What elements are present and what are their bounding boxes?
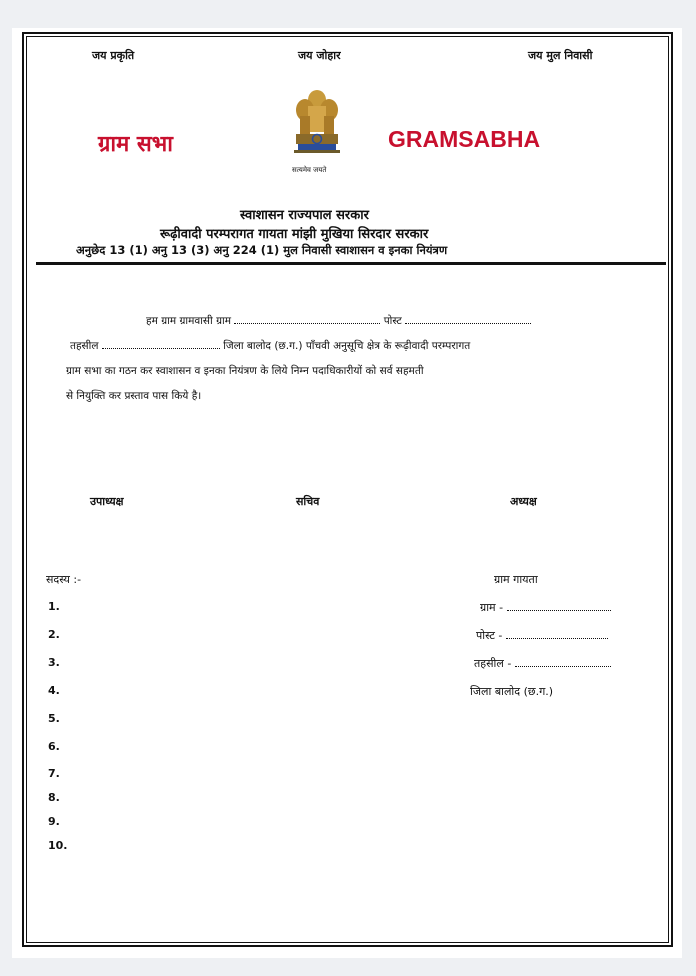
post-blank[interactable] (405, 315, 531, 324)
body-line-1-text-b: पोस्ट (383, 315, 402, 327)
body-line-2-text-b: जिला बालोद (छ.ग.) पॉंचवी अनुसूचि क्षेत्र के रूढ़ीवादी परम्परागत (223, 340, 471, 352)
signature-secretary: सचिव (296, 495, 320, 508)
body-line-4: से नियुक्ति कर प्रस्ताव पास किये है। (66, 390, 202, 402)
member-number: 9. (48, 815, 60, 828)
member-number: 5. (48, 712, 60, 725)
gram-gayta-post-label: पोस्ट - (476, 629, 503, 642)
member-number: 4. (48, 684, 60, 697)
signature-vice-president: उपाध्यक्ष (90, 495, 124, 508)
member-number: 8. (48, 791, 60, 804)
title-hindi: ग्राम सभा (98, 132, 173, 157)
gram-gayta-title: ग्राम गायता (494, 573, 538, 586)
header-divider (36, 262, 666, 265)
emblem-motto: सत्यमेव जयते (292, 166, 327, 174)
body-line-3: ग्राम सभा का गठन कर स्वाशासन व इनका नियंत्रण के लिये निम्न पदाधिकारीयों को सर्व सहमती (66, 365, 424, 377)
gov-line-1: स्वाशासन राज्यपाल सरकार (240, 208, 369, 223)
slogan-left: जय प्रकृति (92, 49, 135, 62)
body-line-2-text-a: तहसील (70, 340, 99, 352)
tehsil-blank[interactable] (102, 340, 220, 349)
body-line-1 (146, 314, 531, 328)
gov-line-3: अनुछेद 13 (1) अनु 13 (3) अनु 224 (1) मुल निवासी स्वाशासन व इनका नियंत्रण (76, 243, 448, 257)
member-number: 1. (48, 600, 60, 613)
body-line-2 (70, 339, 470, 353)
body-line-1-text-a: हम ग्राम ग्रामवासी ग्राम (146, 315, 232, 327)
village-blank[interactable] (234, 315, 380, 324)
member-number: 10. (48, 839, 68, 852)
slogan-right: जय मुल निवासी (528, 49, 593, 62)
member-number: 2. (48, 628, 60, 641)
slogan-center: जय जोहार (298, 49, 341, 62)
gram-gayta-tehsil-blank[interactable] (515, 658, 611, 667)
gov-line-2: रूढ़ीवादी परम्परागत गायता मांझी मुखिया सिरदार सरकार (160, 227, 429, 242)
signature-president: अध्यक्ष (510, 495, 537, 508)
member-number: 7. (48, 767, 60, 780)
member-number: 6. (48, 740, 60, 753)
gram-gayta-post-row (476, 628, 608, 643)
national-emblem-icon (288, 86, 346, 162)
gram-gayta-village-label: ग्राम - (480, 601, 504, 614)
gram-gayta-village-row (480, 600, 611, 615)
title-english: GRAMSABHA (388, 126, 541, 152)
members-label: सदस्य :- (46, 573, 82, 586)
gram-gayta-post-blank[interactable] (506, 630, 608, 639)
document-border-inner (26, 36, 669, 943)
gram-gayta-district: जिला बालोद (छ.ग.) (470, 685, 554, 698)
gram-gayta-tehsil-row (474, 656, 611, 671)
gram-gayta-village-blank[interactable] (507, 602, 611, 611)
gram-gayta-tehsil-label: तहसील - (474, 657, 512, 670)
member-number: 3. (48, 656, 60, 669)
